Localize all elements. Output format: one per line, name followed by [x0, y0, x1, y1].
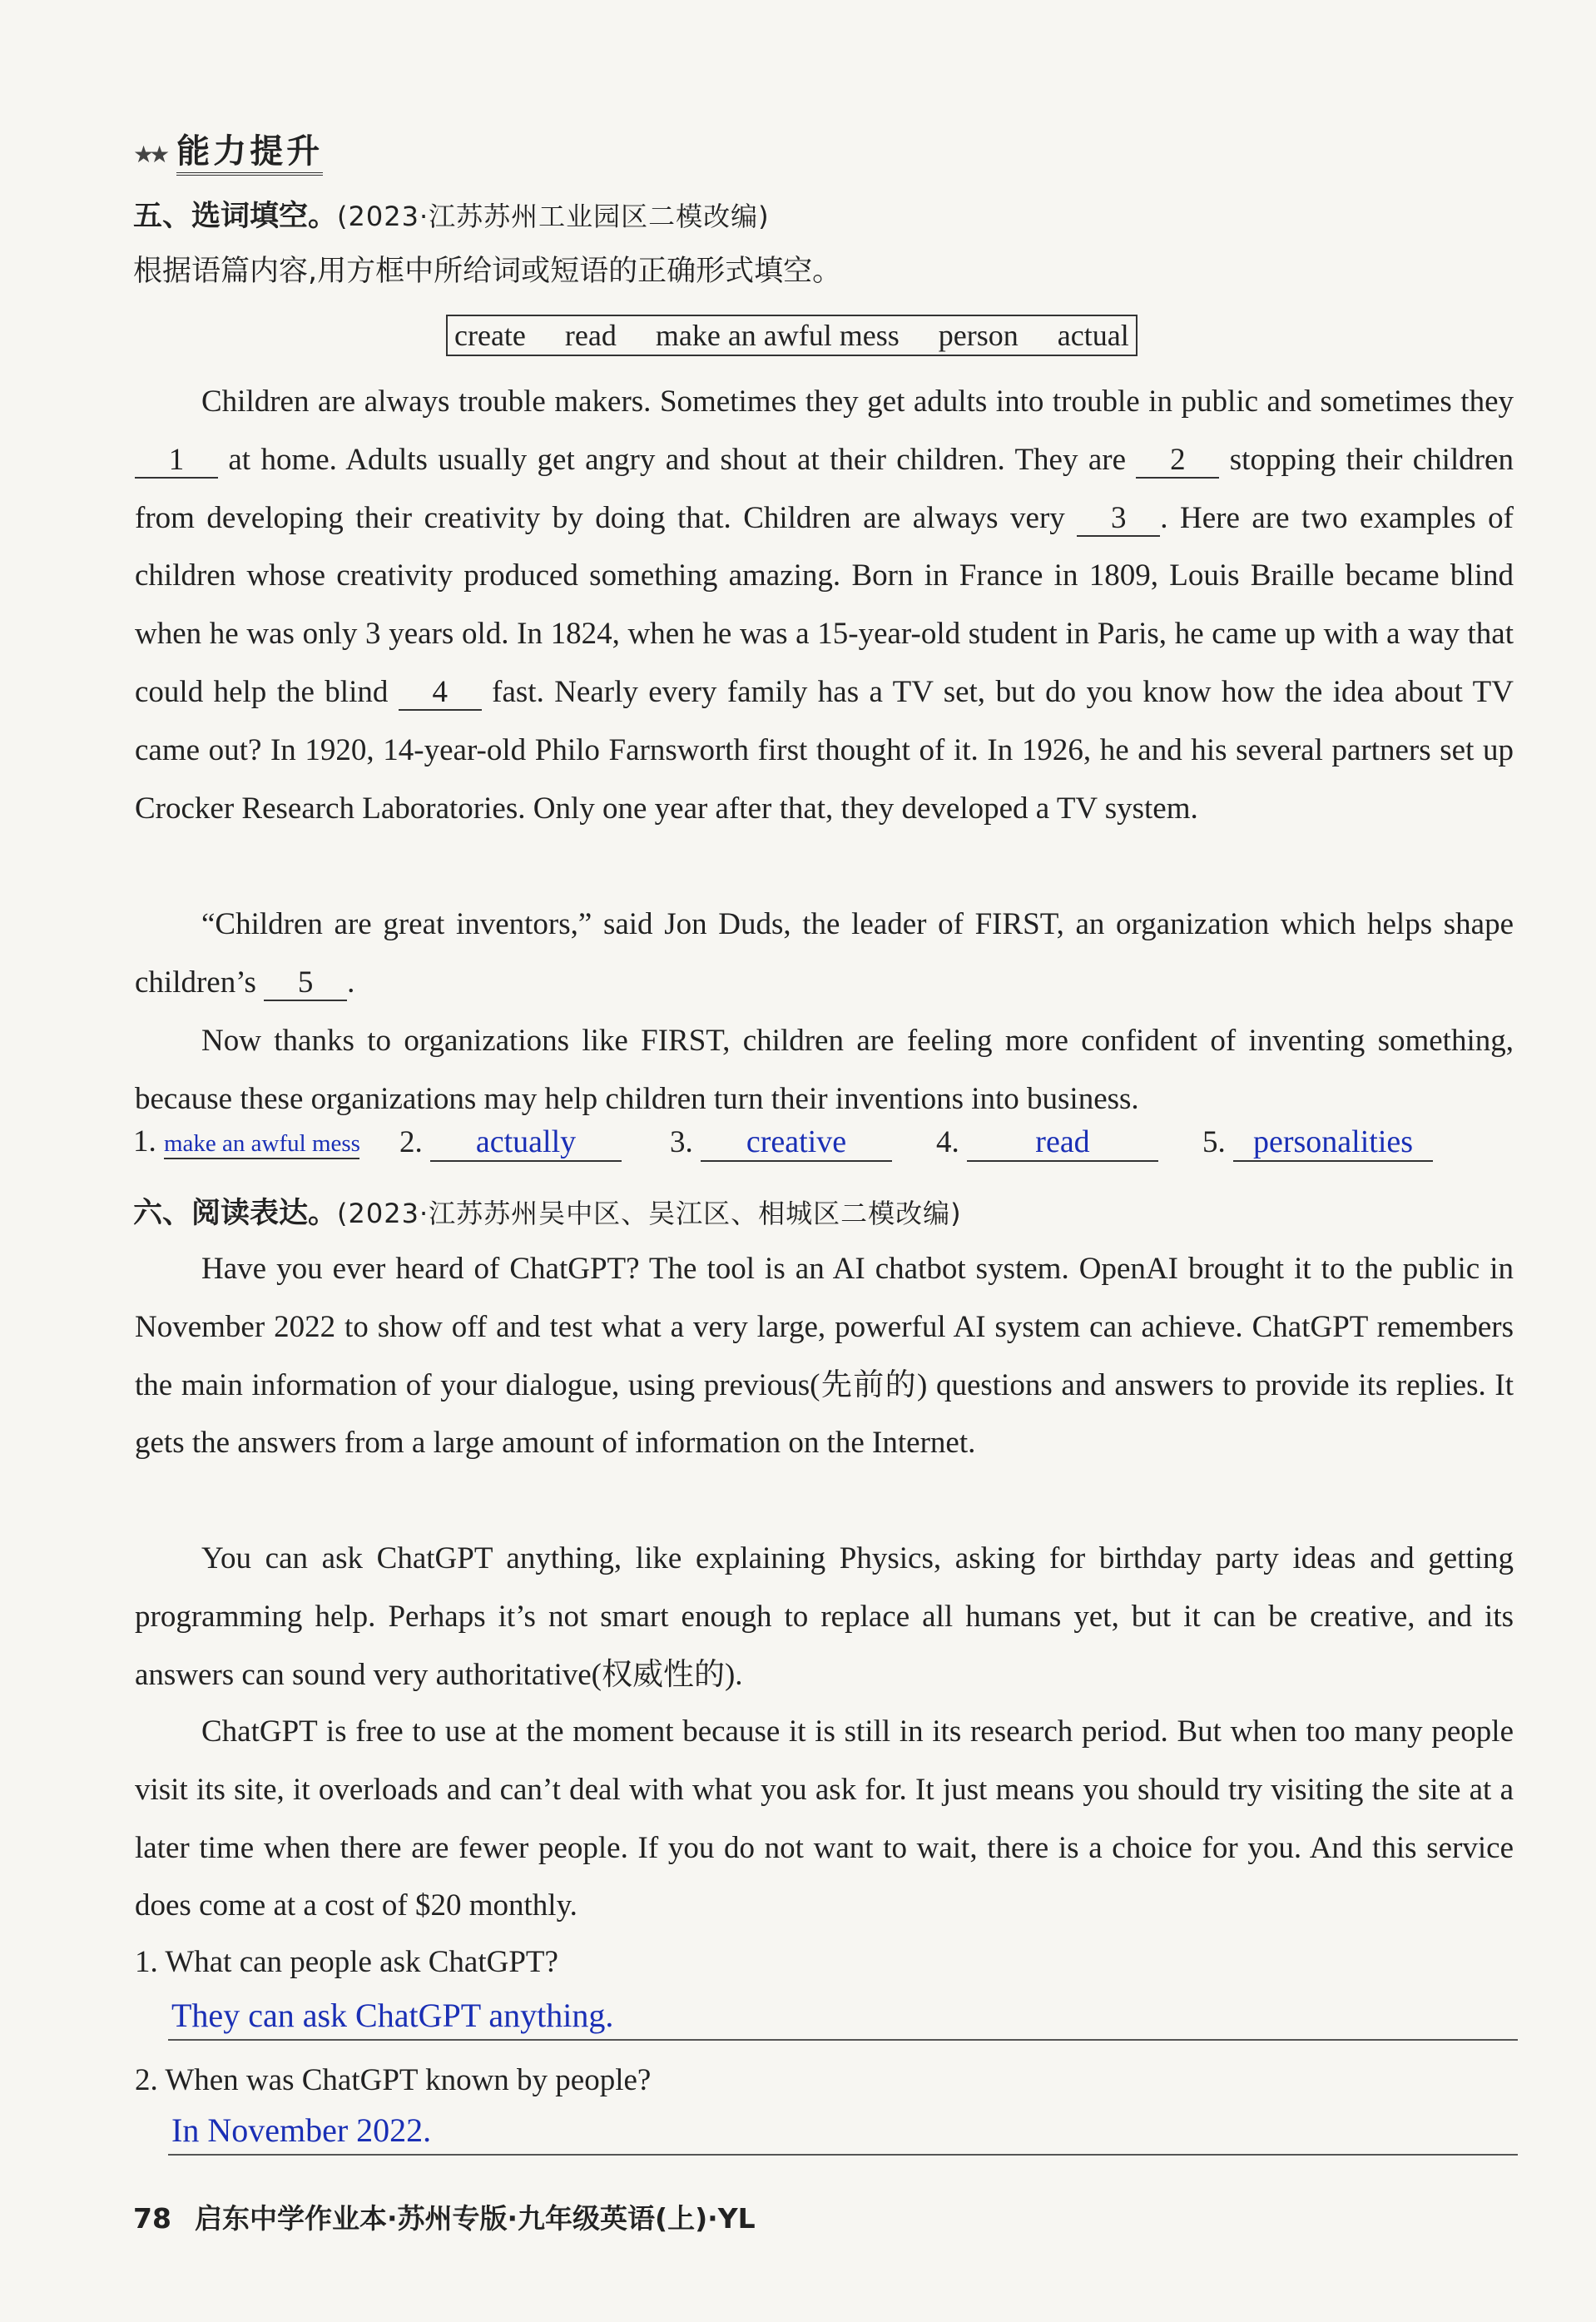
page-number: 78: [133, 2202, 171, 2235]
answer-4: 4. read: [936, 1124, 1158, 1162]
question-1: 1. What can people ask ChatGPT?: [135, 1945, 558, 1979]
word-box: [446, 315, 1138, 356]
section6-paragraph-3: ChatGPT is free to use at the moment because it is still in its research period. But when too many people visit its site, it overloads and can’t deal with what you ask for. It just means you should try visiting the site at a later time when there are fewer people. If you do not want to wait, there is a choice for you. And this service does come at a cost of $20 monthly.: [135, 1714, 1514, 1923]
word-option: read: [564, 319, 617, 352]
page-footer: [133, 2197, 756, 2236]
section-header: [133, 125, 323, 172]
section5-paragraph-1: Children are always trouble makers. Sometimes they get adults into trouble in public and sometimes they 1 at home. Adults usually get angry and shout at their children. They are 2 stopping their children from developing their creativity by doing that. Children are always very 3 . Here are two examples of children whose creativity produced something amazing. Born in France in 1809, Louis Braille became blind when he was only 3 years old. In 1824, when he was a 15-year-old student in Paris, he came up with a way that could help the blind 4 fast. Nearly every family has a TV set, but do you know how the idea about TV came out? In 1920, 14-year-old Philo Farnsworth first thought of it. In 1926, he and his several partners set up Crocker Research Laboratories. Only one year after that, they developed a TV system.: [135, 385, 1514, 826]
header-title: 能力提升: [176, 132, 323, 176]
answer-row: [133, 1124, 1514, 1173]
answer-2: 2. actually: [399, 1124, 622, 1162]
book-title: 启东中学作业本·苏州专版·九年级英语(上)·YL: [194, 2202, 756, 2235]
answer-1-value: make an awful mess: [164, 1130, 359, 1159]
word-option: make an awful mess: [655, 319, 900, 352]
stars-icon: ★★: [133, 141, 166, 168]
blank-3: 3: [1077, 502, 1160, 537]
blank-5: 5: [264, 966, 347, 1001]
blank-4: 4: [399, 676, 482, 711]
answer-3-value: creative: [701, 1124, 892, 1162]
section6-source: (2023·江苏苏州吴中区、吴江区、相城区二模改编): [337, 1198, 962, 1229]
section6-paragraph-2: You can ask ChatGPT anything, like explaining Physics, asking for birthday party ideas and getting programming help. Perhaps it’s not smart enough to replace all humans yet, but it can be creative, and its answers can sound very authoritative(权威性的).: [135, 1541, 1514, 1692]
question-2: 2. When was ChatGPT known by people?: [135, 2063, 652, 2097]
section6-paragraph-1: Have you ever heard of ChatGPT? The tool is an AI chatbot system. OpenAI brought it to the public in November 2022 to show off and test what a very large, powerful AI system can achieve. ChatGPT remembers the main information of your dialogue, using previous(先前的) questions and answers to provide its replies. It gets the answers from a large amount of information on the Internet.: [135, 1252, 1514, 1461]
answer-5-value: personalities: [1233, 1124, 1433, 1162]
answer-line-1: They can ask ChatGPT anything.: [168, 1992, 1518, 2041]
section6-title: [133, 1190, 962, 1232]
word-option: actual: [1057, 319, 1129, 352]
answer-2-value: actually: [430, 1124, 622, 1162]
word-option: person: [938, 319, 1019, 352]
word-option: create: [454, 319, 526, 352]
section5-paragraph-2: “Children are great inventors,” said Jon Duds, the leader of FIRST, an organization which helps shape children’s 5 .: [135, 907, 1514, 1000]
section5-source: (2023·江苏苏州工业园区二模改编): [337, 201, 770, 232]
section5-title: [133, 193, 770, 235]
answer-3: 3. creative: [670, 1124, 892, 1162]
section5-label: 五、选词填空。: [133, 200, 338, 233]
section5-instruction: 根据语篇内容,用方框中所给词或短语的正确形式填空。: [133, 255, 842, 288]
answer-1: 1. make an awful mess: [133, 1124, 360, 1159]
answer-4-value: read: [967, 1124, 1158, 1162]
blank-1: 1: [135, 444, 218, 479]
section6-label: 六、阅读表达。: [133, 1197, 338, 1230]
answer-line-2: In November 2022.: [168, 2107, 1518, 2156]
blank-2: 2: [1136, 444, 1219, 479]
answer-5: 5. personalities: [1202, 1124, 1433, 1162]
section5-paragraph-3: Now thanks to organizations like FIRST, children are feeling more confident of inventing something, because these organizations may help children turn their inventions into business.: [135, 1024, 1514, 1116]
